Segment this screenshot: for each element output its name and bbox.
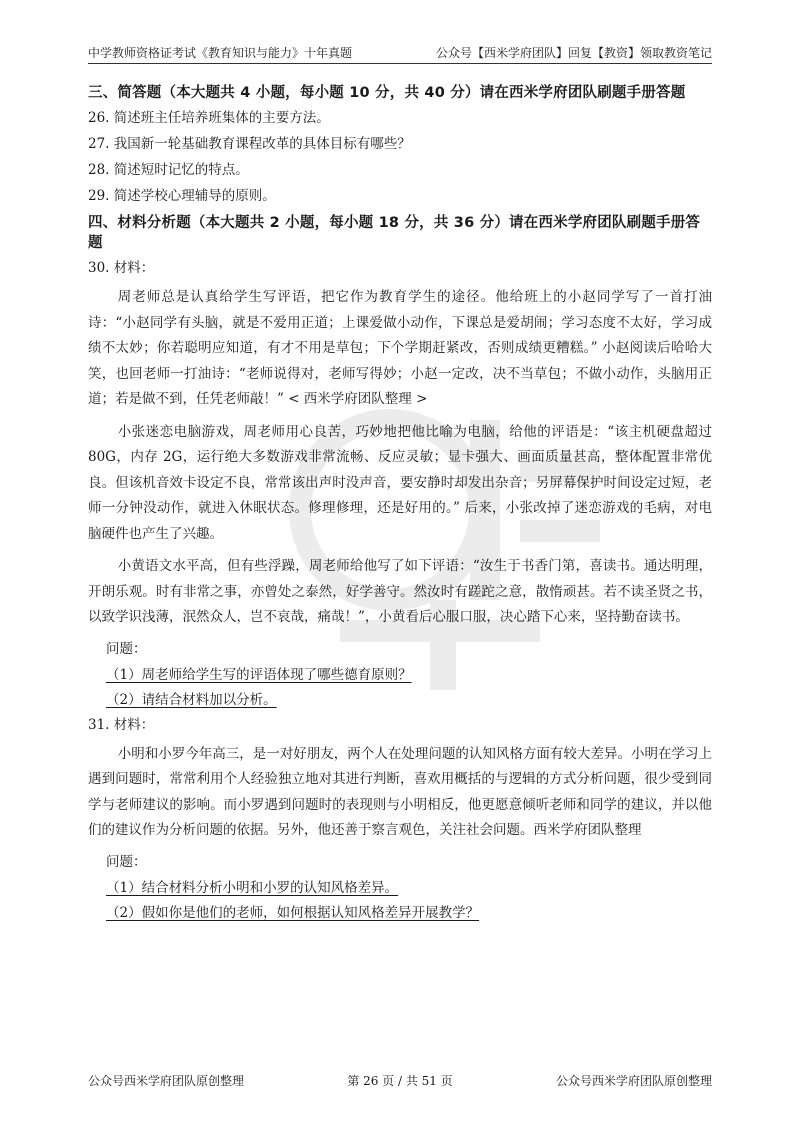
- question-31-label: 31. 材料：: [88, 716, 155, 733]
- q31-subquestion-2: [106, 903, 712, 923]
- q31-question-label: 问题：: [106, 853, 147, 870]
- q30-material-paragraph: 小张迷恋电脑游戏，周老师用心良苦，巧妙地把他比喻为电脑，给他的评语是：“该主机硬盘超过 80G，内存 2G，运行绝大多数游戏非常流畅、反应灵敏；显卡强大、画面质量甚高，整体配置非常优良。但该机音效卡设定不良，常常该出声时没声音，要安静时却发出杂音；另屏幕保护时间设定过短，老师一分钟没动作，就进入休眠状态。修理修理，还是好用的。” 后来，小张改掉了迷恋游戏的毛病，对电脑硬件也产生了兴趣。: [88, 423, 712, 542]
- q31-subquestion-2-text: （2）假如你是他们的老师，如何根据认知风格差异开展教学？: [106, 904, 480, 921]
- question-28: 28. 简述短时记忆的特点。: [88, 162, 249, 178]
- footer-right-text: 公众号西米学府团队原创整理: [555, 1074, 712, 1088]
- q30-subquestion-1: [106, 665, 712, 685]
- question-29: 29. 简述学校心理辅导的原则。: [88, 188, 276, 204]
- q30-question-label: 问题：: [106, 640, 147, 657]
- section-4-title: 四、材料分析题（本大题共 2 小题，每小题 18 分，共 36 分）请在西米学府团队刷题手册答题: [88, 215, 701, 251]
- q31-subquestion-1-text: （1）结合材料分析小明和小罗的认知风格差异。: [106, 879, 399, 896]
- page-content: [88, 76, 712, 928]
- question-30-label: 30. 材料：: [88, 260, 155, 276]
- q31-subquestion-1: [106, 878, 712, 898]
- q30-subquestion-2-text: （2）请结合材料加以分析。: [106, 691, 277, 708]
- page-number: 第 26 页 / 共 51 页: [347, 1074, 453, 1088]
- q30-material-paragraph: 小黄语文水平高，但有些浮躁，周老师给他写了如下评语：“汝生于书香门第，喜读书。通达明理，开朗乐观。时有非常之事，亦曾处之泰然，好学善守。然汝时有蹉跎之意，散惰顽甚。若不读圣贤之书，以致学识浅薄，泯然众人，岂不哀哉，痛哉！”，小黄看后心服口服，决心踏下心来，坚持勤奋读书。: [88, 558, 712, 625]
- q30-subquestion-1-text: （1）周老师给学生写的评语体现了哪些德育原则？: [106, 666, 412, 683]
- q30-material-paragraph: 周老师总是认真给学生写评语，把它作为教育学生的途径。他给班上的小赵同学写了一首打油诗：“小赵同学有头脑，就是不爱用正道；上课爱做小动作，下课总是爱胡闹；学习态度不太好，学习成绩不太妙；你若聪明应知道，有才不用是草包；下个学期赶紧改，否则成绩更糟糕。” 小赵阅读后哈哈大笑，也回老师一打油诗：“老师说得对，老师写得妙；小赵一定改，决不当草包；不做小动作，头脑用正道；若是做不到，任凭老师敲！” < 西米学府团队整理 >: [88, 289, 712, 407]
- header-divider: [88, 63, 712, 64]
- page-footer: [88, 1072, 712, 1090]
- question-26: 26. 简述班主任培养班集体的主要方法。: [88, 110, 330, 126]
- q30-subquestion-2: [106, 690, 712, 710]
- question-27: 27. 我国新一轮基础教育课程改革的具体目标有哪些？: [88, 136, 411, 152]
- header-right-text: 公众号【西米学府团队】回复【教资】领取教资笔记: [435, 46, 712, 60]
- q31-material-paragraph: 小明和小罗今年高三，是一对好朋友，两个人在处理问题的认知风格方面有较大差异。小明在学习上遇到问题时，常常利用个人经验独立地对其进行判断，喜欢用概括的与逻辑的方式分析问题，很少受到同学与老师建议的影响。而小罗遇到问题时的表现则与小明相反，他更愿意倾听老师和同学的建议，并以他们的建议作为分析问题的依据。另外，他还善于察言观色，关注社会问题。西米学府团队整理: [88, 745, 712, 838]
- header-left-text: 中学教师资格证考试《教育知识与能力》十年真题: [88, 46, 353, 60]
- section-3-title: 三、简答题（本大题共 4 小题，每小题 10 分，共 40 分）请在西米学府团队刷题手册答题: [88, 85, 686, 101]
- footer-left-text: 公众号西米学府团队原创整理: [88, 1074, 245, 1088]
- page-header: [88, 44, 712, 62]
